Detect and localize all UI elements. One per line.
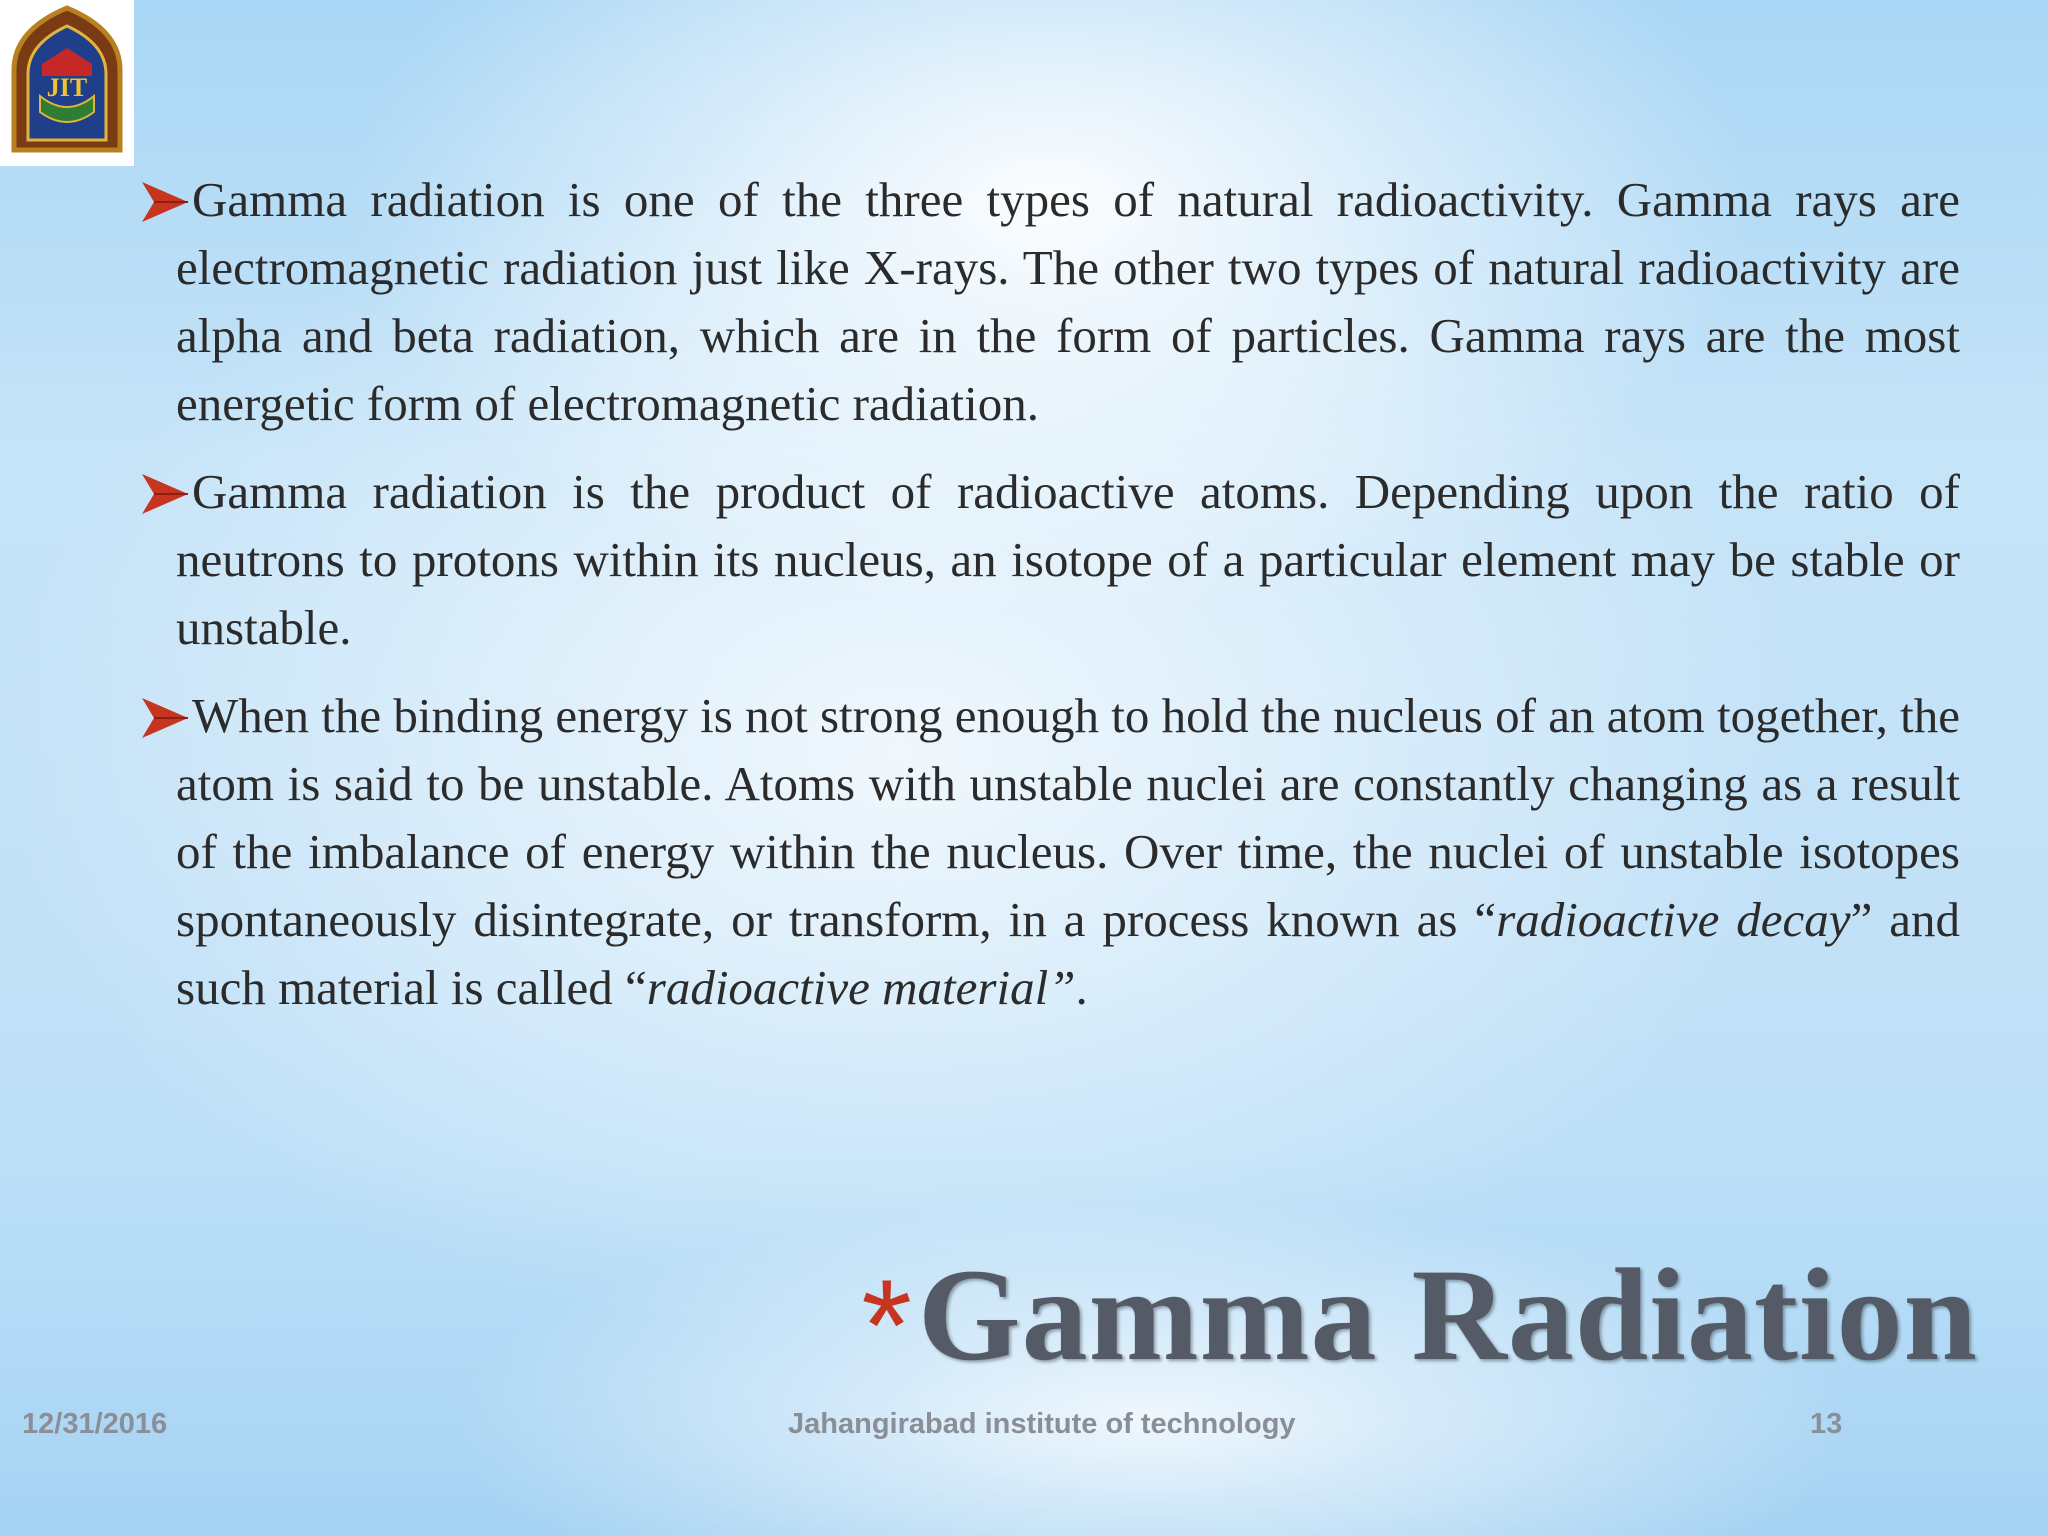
footer-date: 12/31/2016 <box>22 1408 168 1440</box>
italic-term: radioactive material” <box>646 960 1076 1015</box>
bullet-text <box>176 688 1960 1015</box>
bullet-text: Gamma radiation is the product of radioactive atoms. Depending upon the ratio of neutrons to protons within its nucleus, an isotope of a particular element may be stable or unstable. <box>176 464 1960 655</box>
bullet-text-segment: . <box>1075 960 1088 1015</box>
bullet-point <box>140 166 1960 438</box>
footer-institution: Jahangirabad institute of technology <box>788 1408 1296 1440</box>
svg-text:JIT: JIT <box>46 73 88 102</box>
bullet-point <box>140 682 1960 1022</box>
institute-crest-logo <box>0 0 134 166</box>
bullet-text-segment: ” and such material is called “ <box>176 892 1961 1015</box>
slide-title <box>861 1240 1978 1400</box>
institute-logo <box>0 0 134 166</box>
page-title: Gamma Radiation <box>917 1241 1978 1388</box>
page-number: 13 <box>1810 1408 1843 1440</box>
title-asterisk: * <box>861 1252 912 1398</box>
italic-term: radioactive decay <box>1496 892 1851 947</box>
bullet-text-segment: When the binding energy is not strong enough to hold the nucleus of an atom together, the atom is said to be unstable. Atoms with unstable nuclei are constantly changing as a result of the imbalance of energy within the nucleus. Over time, the nuclei of unstable isotopes spontaneously disintegrate, or transform, in a process known as “ <box>176 688 1960 947</box>
bullet-text: Gamma radiation is one of the three types of natural radioactivity. Gamma rays are electromagnetic radiation just like X-rays. The other two types of natural radioactivity are alpha and beta radiation, which are in the form of particles. Gamma rays are the most energetic form of electromagnetic radiation. <box>176 172 1960 431</box>
slide-body <box>140 166 1960 1042</box>
bullet-point <box>140 458 1960 662</box>
arrow-bullet-icon <box>140 696 190 740</box>
arrow-bullet-icon <box>140 472 190 516</box>
arrow-bullet-icon <box>140 180 190 224</box>
